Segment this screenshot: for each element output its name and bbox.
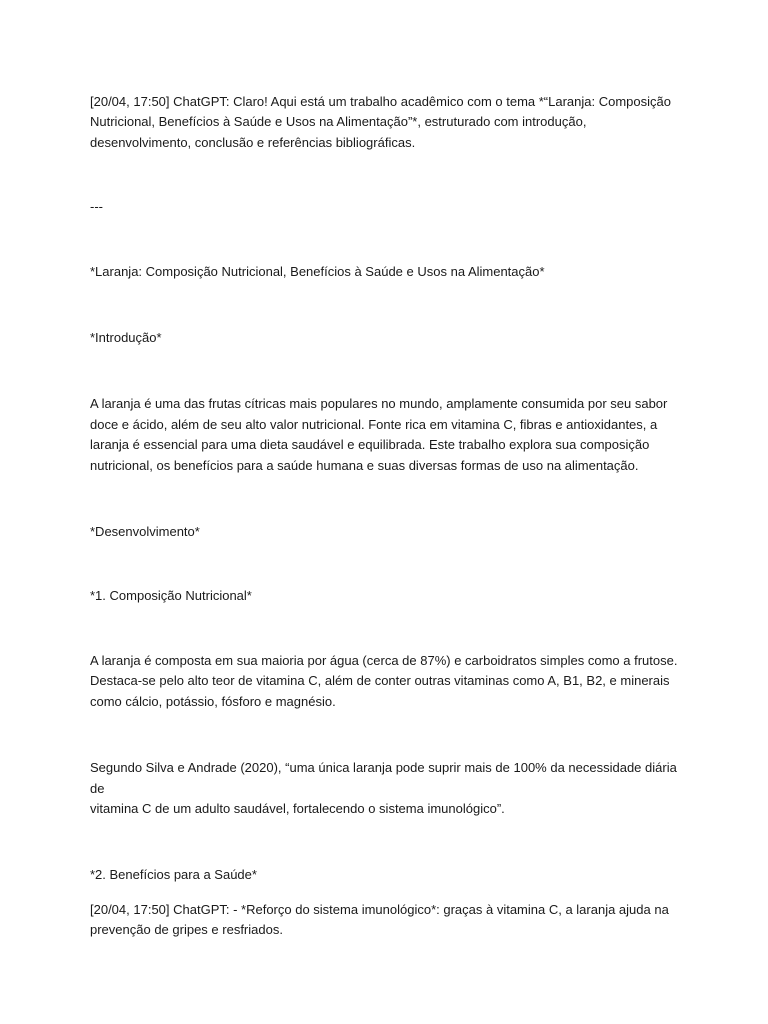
separator (90, 197, 690, 217)
text-line: *2. Benefícios para a Saúde* (90, 867, 257, 883)
subsection-heading-composicao (90, 586, 690, 606)
text-line: --- (90, 199, 103, 215)
text-line: prevenção de gripes e resfriados. (90, 922, 283, 938)
text-line: laranja é essencial para uma dieta saudável e equilibrada. Este trabalho explora sua composição (90, 437, 650, 453)
text-line: vitamina C de um adulto saudável, fortalecendo o sistema imunológico”. (90, 800, 505, 816)
composition-paragraph (90, 651, 690, 712)
text-line: A laranja é uma das frutas cítricas mais populares no mundo, amplamente consumida por seu sabor (90, 396, 668, 412)
text-line: A laranja é composta em sua maioria por água (cerca de 87%) e carboidratos simples como a frutose. (90, 652, 678, 668)
benefits-message (90, 900, 690, 941)
quote-paragraph (90, 758, 690, 819)
text-line: Segundo Silva e Andrade (2020), “uma única laranja pode suprir mais de 100% da necessidade diária de (90, 760, 677, 796)
text-line: [20/04, 17:50] ChatGPT: Claro! Aqui está um trabalho acadêmico com o tema *“Laranja: Composição (90, 94, 671, 109)
section-heading-introducao (90, 328, 690, 348)
text-line: *1. Composição Nutricional* (90, 588, 252, 604)
text-line: [20/04, 17:50] ChatGPT: - *Reforço do sistema imunológico*: graças à vitamina C, a laranja ajuda na (90, 901, 669, 917)
document-title (90, 262, 690, 282)
intro-message (90, 92, 690, 153)
text-line: desenvolvimento, conclusão e referências bibliográficas. (90, 134, 416, 150)
text-line: *Introdução* (90, 330, 162, 346)
text-line: Nutricional, Benefícios à Saúde e Usos na Alimentação”*, estruturado com introdução, (90, 114, 587, 130)
text-line: *Laranja: Composição Nutricional, Benefícios à Saúde e Usos na Alimentação* (90, 263, 545, 279)
text-line: doce e ácido, além de seu alto valor nutricional. Fonte rica em vitamina C, fibras e antioxidantes, a (90, 416, 658, 432)
text-line: como cálcio, potássio, fósforo e magnésio. (90, 693, 336, 709)
text-line: *Desenvolvimento* (90, 524, 200, 540)
section-heading-desenvolvimento (90, 522, 690, 542)
subsection-heading-beneficios (90, 865, 690, 885)
text-line: nutricional, os benefícios para a saúde humana e suas diversas formas de uso na alimentação. (90, 457, 639, 473)
text-line: Destaca-se pelo alto teor de vitamina C, além de conter outras vitaminas como A, B1, B2, e minerais (90, 673, 670, 689)
introduction-paragraph (90, 394, 690, 476)
document-page (90, 92, 690, 941)
